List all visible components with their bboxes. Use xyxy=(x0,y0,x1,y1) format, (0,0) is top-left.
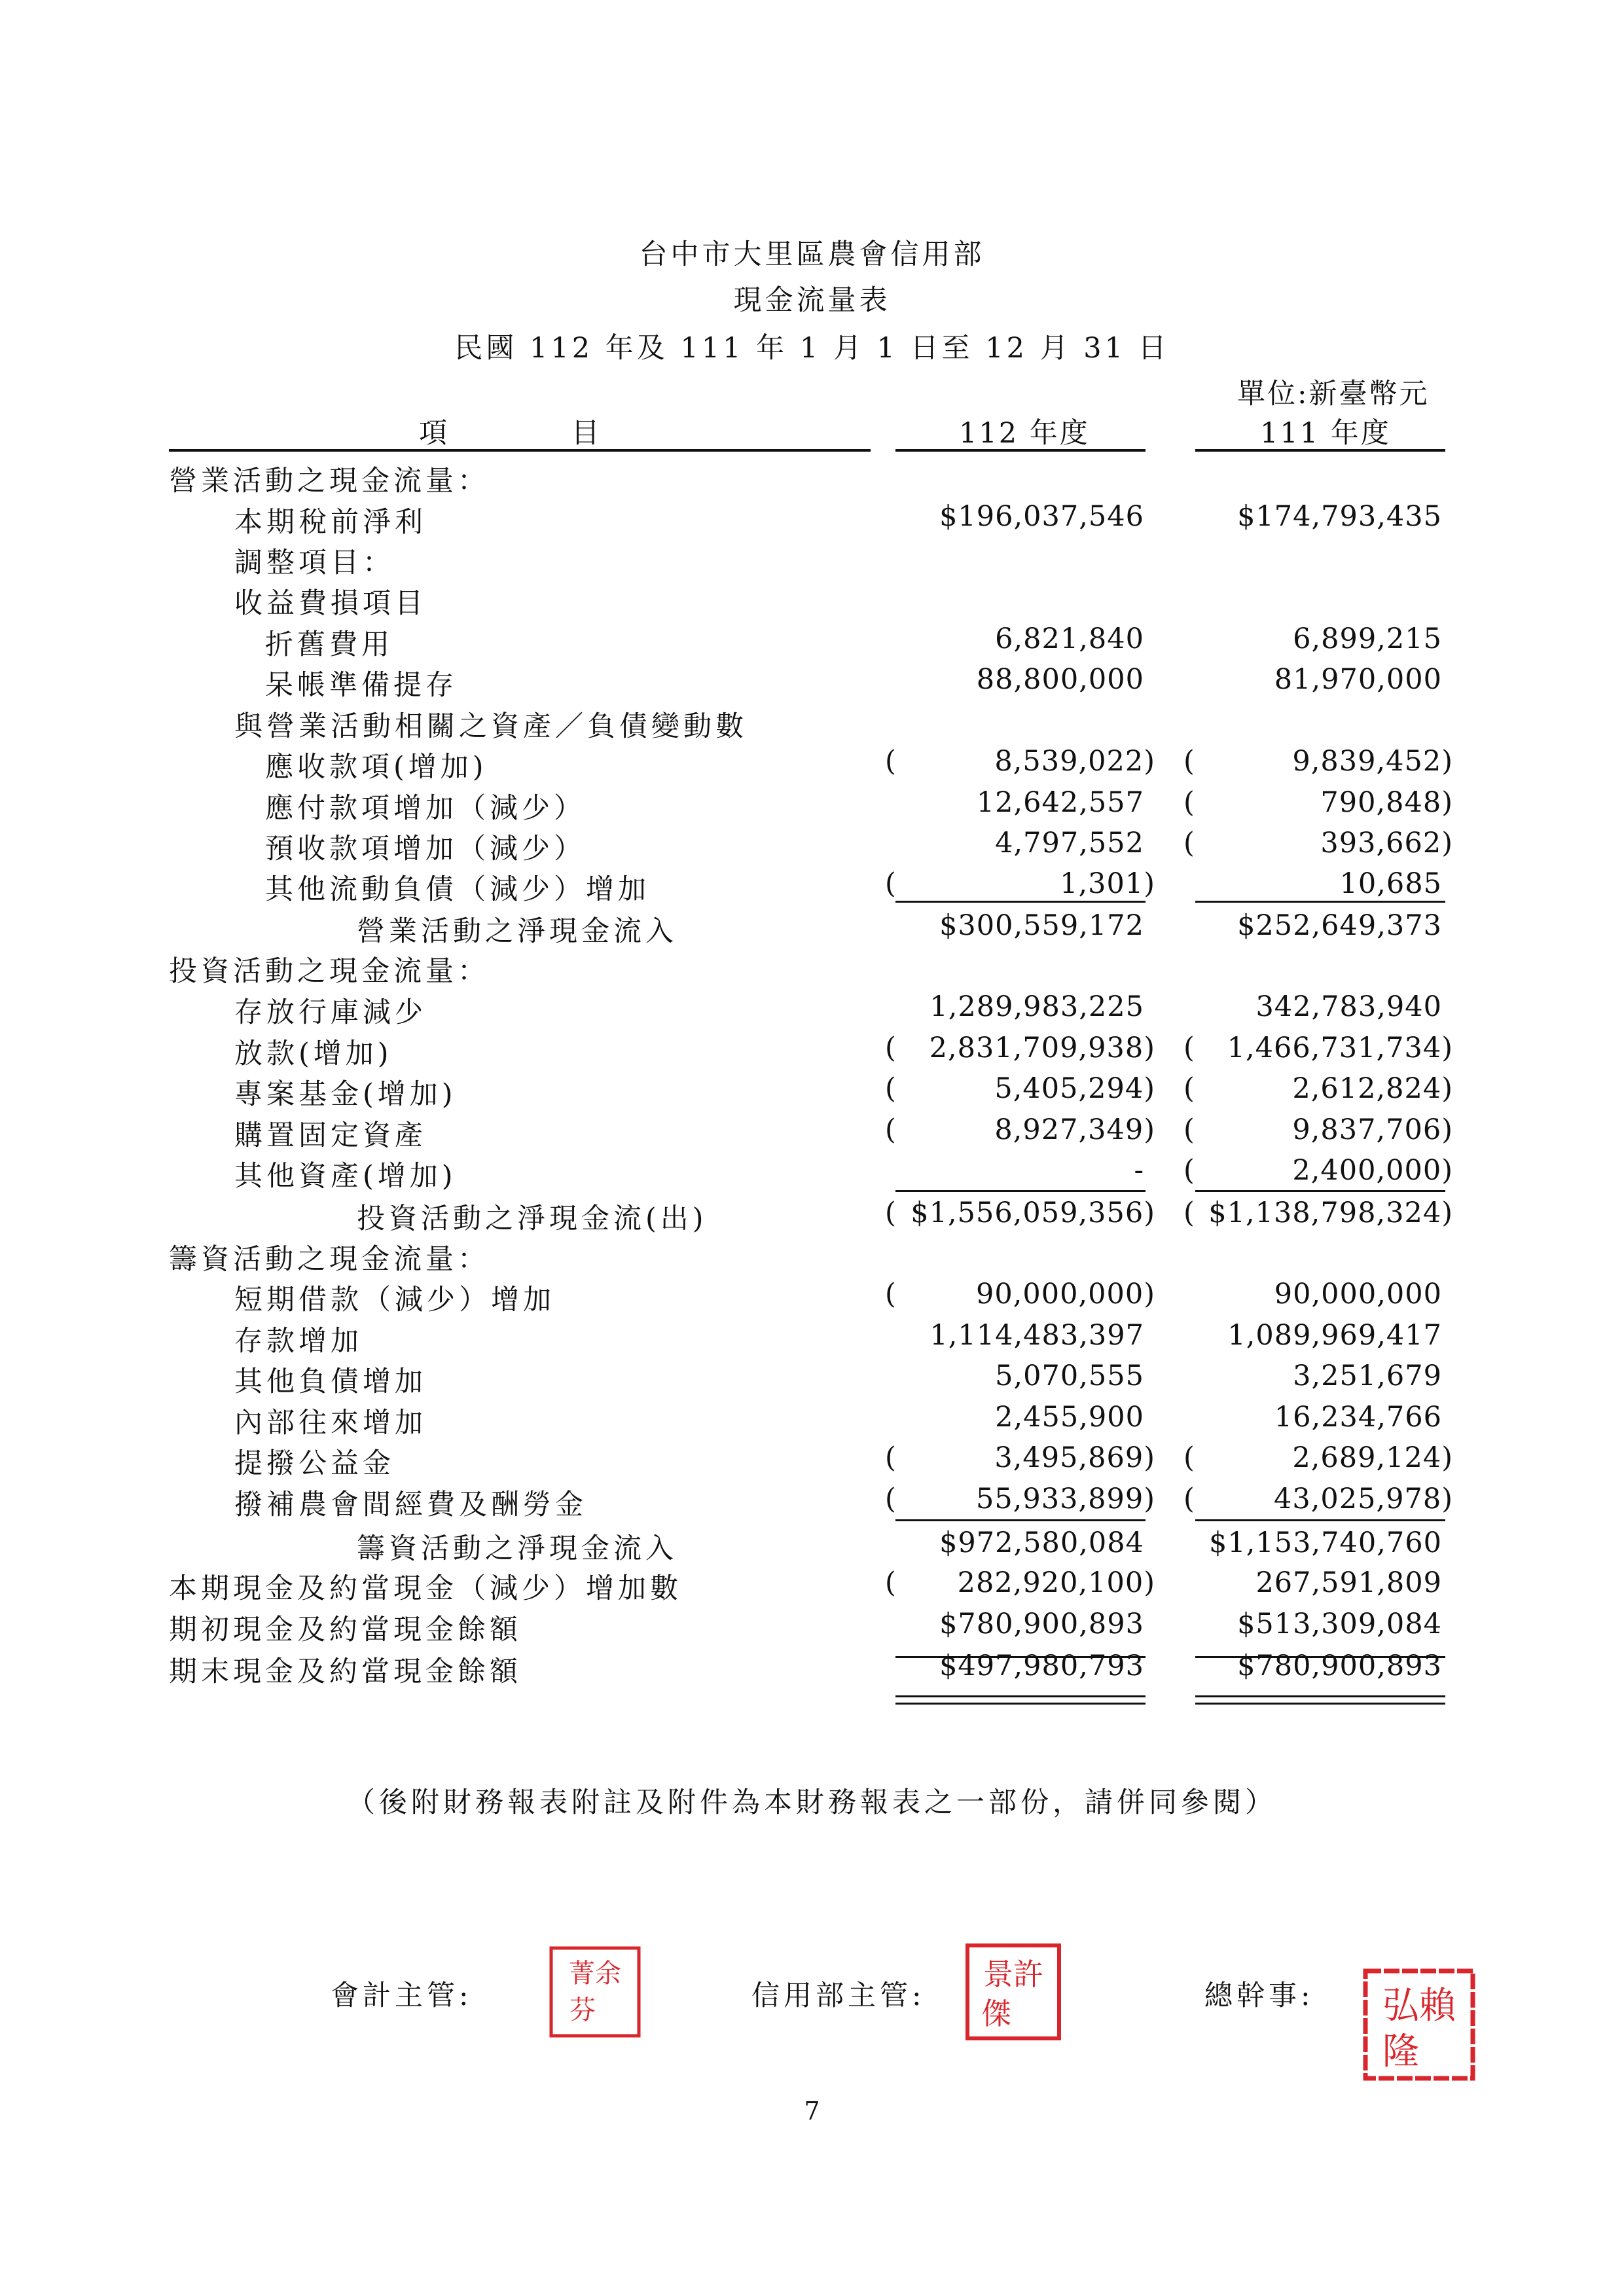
table-row xyxy=(0,1193,1624,1233)
row-label: 撥補農會間經費及酬勞金 xyxy=(234,1489,587,1521)
row-label: 與營業活動相關之資產／負債變動數 xyxy=(234,710,748,743)
negative-paren-112: ( xyxy=(885,1483,896,1515)
table-row xyxy=(0,577,1624,618)
row-label: 營業活動之現金流量： xyxy=(169,465,490,497)
amount-112: 5,405,294) xyxy=(994,1072,1155,1105)
accounting-supervisor-label: 會計主管: xyxy=(331,1979,473,2012)
amount-112: $1,556,059,356) xyxy=(911,1197,1155,1229)
table-row xyxy=(0,986,1624,1027)
amount-111: $252,649,373 xyxy=(1237,909,1442,942)
amount-111: $1,153,740,760 xyxy=(1209,1527,1442,1559)
amount-112: 90,000,000) xyxy=(976,1278,1155,1310)
subtotal-rule xyxy=(1195,1656,1445,1658)
amount-112: $780,900,893 xyxy=(939,1608,1144,1640)
subtotal-rule xyxy=(895,1190,1146,1192)
subtotal-rule xyxy=(895,1656,1146,1658)
general-manager-seal xyxy=(1362,1967,1477,2082)
table-row xyxy=(0,1479,1624,1519)
negative-paren-111: ( xyxy=(1183,1154,1195,1187)
svg-text:傑: 傑 xyxy=(981,1996,1011,2031)
amount-111: 1,466,731,734) xyxy=(1227,1032,1453,1064)
table-row xyxy=(0,1315,1624,1356)
amount-112: 282,920,100) xyxy=(957,1566,1155,1599)
table-row xyxy=(0,782,1624,823)
negative-paren-112: ( xyxy=(885,1197,896,1229)
row-label: 本期稅前淨利 xyxy=(234,506,427,539)
page-number: 7 xyxy=(804,2097,820,2125)
amount-112: 1,289,983,225 xyxy=(929,990,1144,1023)
row-label: 提撥公益金 xyxy=(234,1447,395,1480)
subtotal-rule xyxy=(1195,1190,1445,1192)
header-rule-item xyxy=(169,449,871,452)
svg-text:景許: 景許 xyxy=(983,1957,1043,1992)
amount-112: 5,070,555 xyxy=(995,1360,1144,1392)
amount-112: 4,797,552 xyxy=(995,827,1144,859)
negative-paren-112: ( xyxy=(885,745,896,778)
table-row xyxy=(0,1150,1624,1191)
amount-111: 9,839,452) xyxy=(1292,745,1453,778)
amount-112: 8,539,022) xyxy=(994,745,1155,778)
row-label: 投資活動之淨現金流(出) xyxy=(357,1202,708,1235)
amount-112: 3,495,869) xyxy=(994,1441,1155,1474)
amount-111: 393,662) xyxy=(1320,827,1453,859)
amount-112: 88,800,000 xyxy=(976,663,1144,696)
amount-111: 43,025,978) xyxy=(1274,1483,1453,1515)
negative-paren-111: ( xyxy=(1183,1072,1195,1105)
svg-text:弘賴: 弘賴 xyxy=(1382,1985,1456,2027)
negative-paren-111: ( xyxy=(1183,786,1195,819)
total-double-rule xyxy=(895,1695,1146,1705)
row-label: 內部往來增加 xyxy=(234,1407,427,1439)
table-row xyxy=(0,1110,1624,1150)
negative-paren-112: ( xyxy=(885,1072,896,1105)
svg-text:菁余: 菁余 xyxy=(569,1959,621,1989)
row-label: 期初現金及約當現金餘額 xyxy=(169,1614,522,1646)
table-row xyxy=(0,1233,1624,1274)
header-rule-112 xyxy=(895,449,1146,452)
amount-112: 2,455,900 xyxy=(995,1401,1144,1434)
row-label: 投資活動之現金流量： xyxy=(169,955,490,988)
amount-112: 1,114,483,397 xyxy=(929,1319,1144,1352)
amount-111: $1,138,798,324) xyxy=(1208,1197,1453,1229)
table-row xyxy=(0,945,1624,986)
table-row xyxy=(0,1604,1624,1644)
negative-paren-112: ( xyxy=(885,1032,896,1064)
table-row xyxy=(0,659,1624,700)
currency-unit: 單位:新臺幣元 xyxy=(1237,378,1430,410)
table-row xyxy=(0,1028,1624,1068)
amount-111: 81,970,000 xyxy=(1274,663,1442,696)
amount-112: 12,642,557 xyxy=(976,786,1144,819)
amount-112: 8,927,349) xyxy=(994,1113,1155,1146)
amount-111: 6,899,215 xyxy=(1293,623,1442,655)
table-row xyxy=(0,1437,1624,1478)
amount-111: 267,591,809 xyxy=(1255,1566,1442,1599)
row-label: 期末現金及約當現金餘額 xyxy=(169,1655,522,1688)
row-label: 短期借款（減少）增加 xyxy=(234,1284,555,1316)
negative-paren-112: ( xyxy=(885,1113,896,1146)
amount-111: 10,685 xyxy=(1339,867,1442,900)
amount-112: $300,559,172 xyxy=(939,909,1144,942)
row-label: 預收款項增加（減少） xyxy=(265,833,586,865)
amount-111: 1,089,969,417 xyxy=(1227,1319,1442,1352)
subtotal-rule xyxy=(1195,901,1445,903)
header-rule-111 xyxy=(1195,449,1445,452)
amount-111: 9,837,706) xyxy=(1292,1113,1453,1146)
table-row xyxy=(0,1646,1624,1686)
row-label: 放款(增加) xyxy=(234,1038,393,1070)
negative-paren-112: ( xyxy=(885,1278,896,1310)
table-row xyxy=(0,1068,1624,1109)
amount-112: - xyxy=(1134,1154,1144,1187)
amount-112: $497,980,793 xyxy=(939,1650,1144,1682)
row-label: 本期現金及約當現金（減少）增加數 xyxy=(169,1572,682,1605)
subtotal-rule xyxy=(1195,1519,1445,1521)
negative-paren-111: ( xyxy=(1183,1197,1195,1229)
amount-111: 790,848) xyxy=(1320,786,1453,819)
row-label: 呆帳準備提存 xyxy=(265,669,458,702)
svg-text:隆: 隆 xyxy=(1382,2031,1419,2073)
amount-111: 2,612,824) xyxy=(1292,1072,1453,1105)
row-label: 應付款項增加（減少） xyxy=(265,792,586,825)
subtotal-rule xyxy=(895,901,1146,903)
table-row xyxy=(0,1356,1624,1396)
amount-112: $972,580,084 xyxy=(939,1527,1144,1559)
amount-112: 6,821,840 xyxy=(995,623,1144,655)
amount-112: 55,933,899) xyxy=(976,1483,1155,1515)
subtotal-rule xyxy=(895,1519,1146,1521)
amount-111: $780,900,893 xyxy=(1237,1650,1442,1682)
table-row xyxy=(0,700,1624,741)
row-label: 存款增加 xyxy=(234,1325,363,1358)
negative-paren-111: ( xyxy=(1183,827,1195,859)
negative-paren-111: ( xyxy=(1183,1441,1195,1474)
table-row xyxy=(0,619,1624,659)
table-row xyxy=(0,905,1624,946)
table-row xyxy=(0,496,1624,537)
table-row xyxy=(0,1274,1624,1314)
table-row xyxy=(0,1563,1624,1603)
amount-111: $513,309,084 xyxy=(1237,1608,1442,1640)
negative-paren-111: ( xyxy=(1183,1032,1195,1064)
table-row xyxy=(0,537,1624,577)
table-row xyxy=(0,455,1624,496)
column-header-111: 111 年度 xyxy=(1260,417,1391,450)
table-row xyxy=(0,741,1624,782)
row-label: 存放行庫減少 xyxy=(234,996,427,1029)
table-row xyxy=(0,1397,1624,1437)
amount-111: 342,783,940 xyxy=(1255,990,1442,1023)
negative-paren-112: ( xyxy=(885,1566,896,1599)
negative-paren-111: ( xyxy=(1183,745,1195,778)
negative-paren-112: ( xyxy=(885,867,896,900)
negative-paren-111: ( xyxy=(1183,1483,1195,1515)
amount-111: 2,400,000) xyxy=(1292,1154,1453,1187)
row-label: 其他資產(增加) xyxy=(234,1160,457,1193)
row-label: 應收款項(增加) xyxy=(265,751,488,784)
row-label: 其他負債增加 xyxy=(234,1365,427,1398)
amount-111: 90,000,000 xyxy=(1274,1278,1442,1310)
row-label: 營業活動之淨現金流入 xyxy=(357,915,677,948)
amount-111: 16,234,766 xyxy=(1274,1401,1442,1434)
credit-supervisor-seal xyxy=(965,1943,1062,2041)
svg-text:芬: 芬 xyxy=(569,1995,596,2025)
amount-111: $174,793,435 xyxy=(1237,500,1442,533)
table-row xyxy=(0,863,1624,904)
statement-period: 民國 112 年及 111 年 1 月 1 日至 12 月 31 日 xyxy=(454,332,1170,365)
amount-111: 3,251,679 xyxy=(1293,1360,1442,1392)
row-label: 其他流動負債（減少）增加 xyxy=(265,873,650,906)
row-label: 籌資活動之現金流量： xyxy=(169,1243,490,1276)
total-double-rule xyxy=(1195,1695,1445,1705)
amount-112: $196,037,546 xyxy=(939,500,1144,533)
row-label: 調整項目： xyxy=(234,547,395,579)
row-label: 購置固定資產 xyxy=(234,1119,427,1152)
statement-title: 現金流量表 xyxy=(733,284,891,317)
general-manager-label: 總幹事: xyxy=(1204,1979,1314,2012)
footnote: （後附財務報表附註及附件為本財務報表之一部份，請併同參閱） xyxy=(347,1786,1277,1819)
column-header-112: 112 年度 xyxy=(959,417,1090,450)
row-label: 折舊費用 xyxy=(265,628,393,661)
negative-paren-112: ( xyxy=(885,1441,896,1474)
table-row xyxy=(0,823,1624,863)
row-label: 專案基金(增加) xyxy=(234,1078,457,1111)
negative-paren-111: ( xyxy=(1183,1113,1195,1146)
organization-name: 台中市大里區農會信用部 xyxy=(639,238,985,271)
amount-112: 2,831,709,938) xyxy=(929,1032,1155,1064)
row-label: 收益費損項目 xyxy=(234,587,427,620)
table-row xyxy=(0,1523,1624,1563)
accounting-supervisor-seal xyxy=(549,1945,641,2038)
amount-112: 1,301) xyxy=(1060,867,1155,900)
column-header-item: 項 目 xyxy=(419,417,602,450)
amount-111: 2,689,124) xyxy=(1292,1441,1453,1474)
credit-supervisor-label: 信用部主管: xyxy=(751,1979,926,2012)
row-label: 籌資活動之淨現金流入 xyxy=(357,1532,677,1565)
